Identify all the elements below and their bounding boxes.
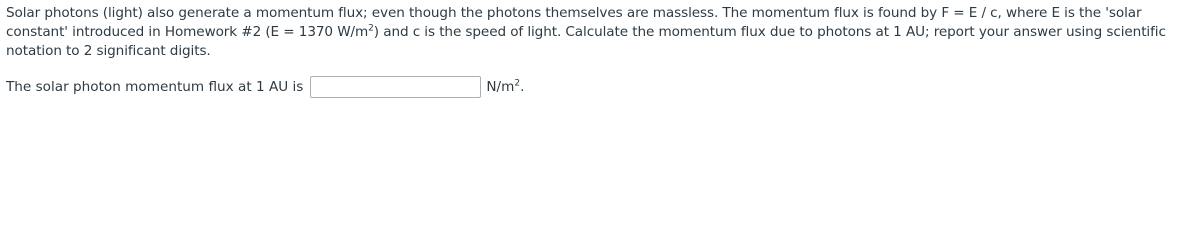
answer-prompt: The solar photon momentum flux at 1 AU is: [6, 79, 304, 95]
question-line-3: notation to 2 significant digits.: [6, 43, 211, 59]
question-text: [6, 4, 1192, 61]
question-line-2: constant' introduced in Homework #2 (E = 1370 $W/m^2$) and c is the speed of light. Calculate the momentum flux due to photons at 1 AU; report your answer using scientific: [6, 23, 1166, 40]
answer-unit: $N/m^2$.: [486, 78, 525, 95]
answer-input[interactable]: [310, 76, 481, 98]
question-line-1: Solar photons (light) also generate a momentum flux; even though the photons themselves are massless. The momentum flux is found by F = E / c, where E is the 'solar: [6, 5, 1142, 21]
superscript-2: 2: [368, 23, 374, 34]
answer-row: [6, 74, 524, 100]
